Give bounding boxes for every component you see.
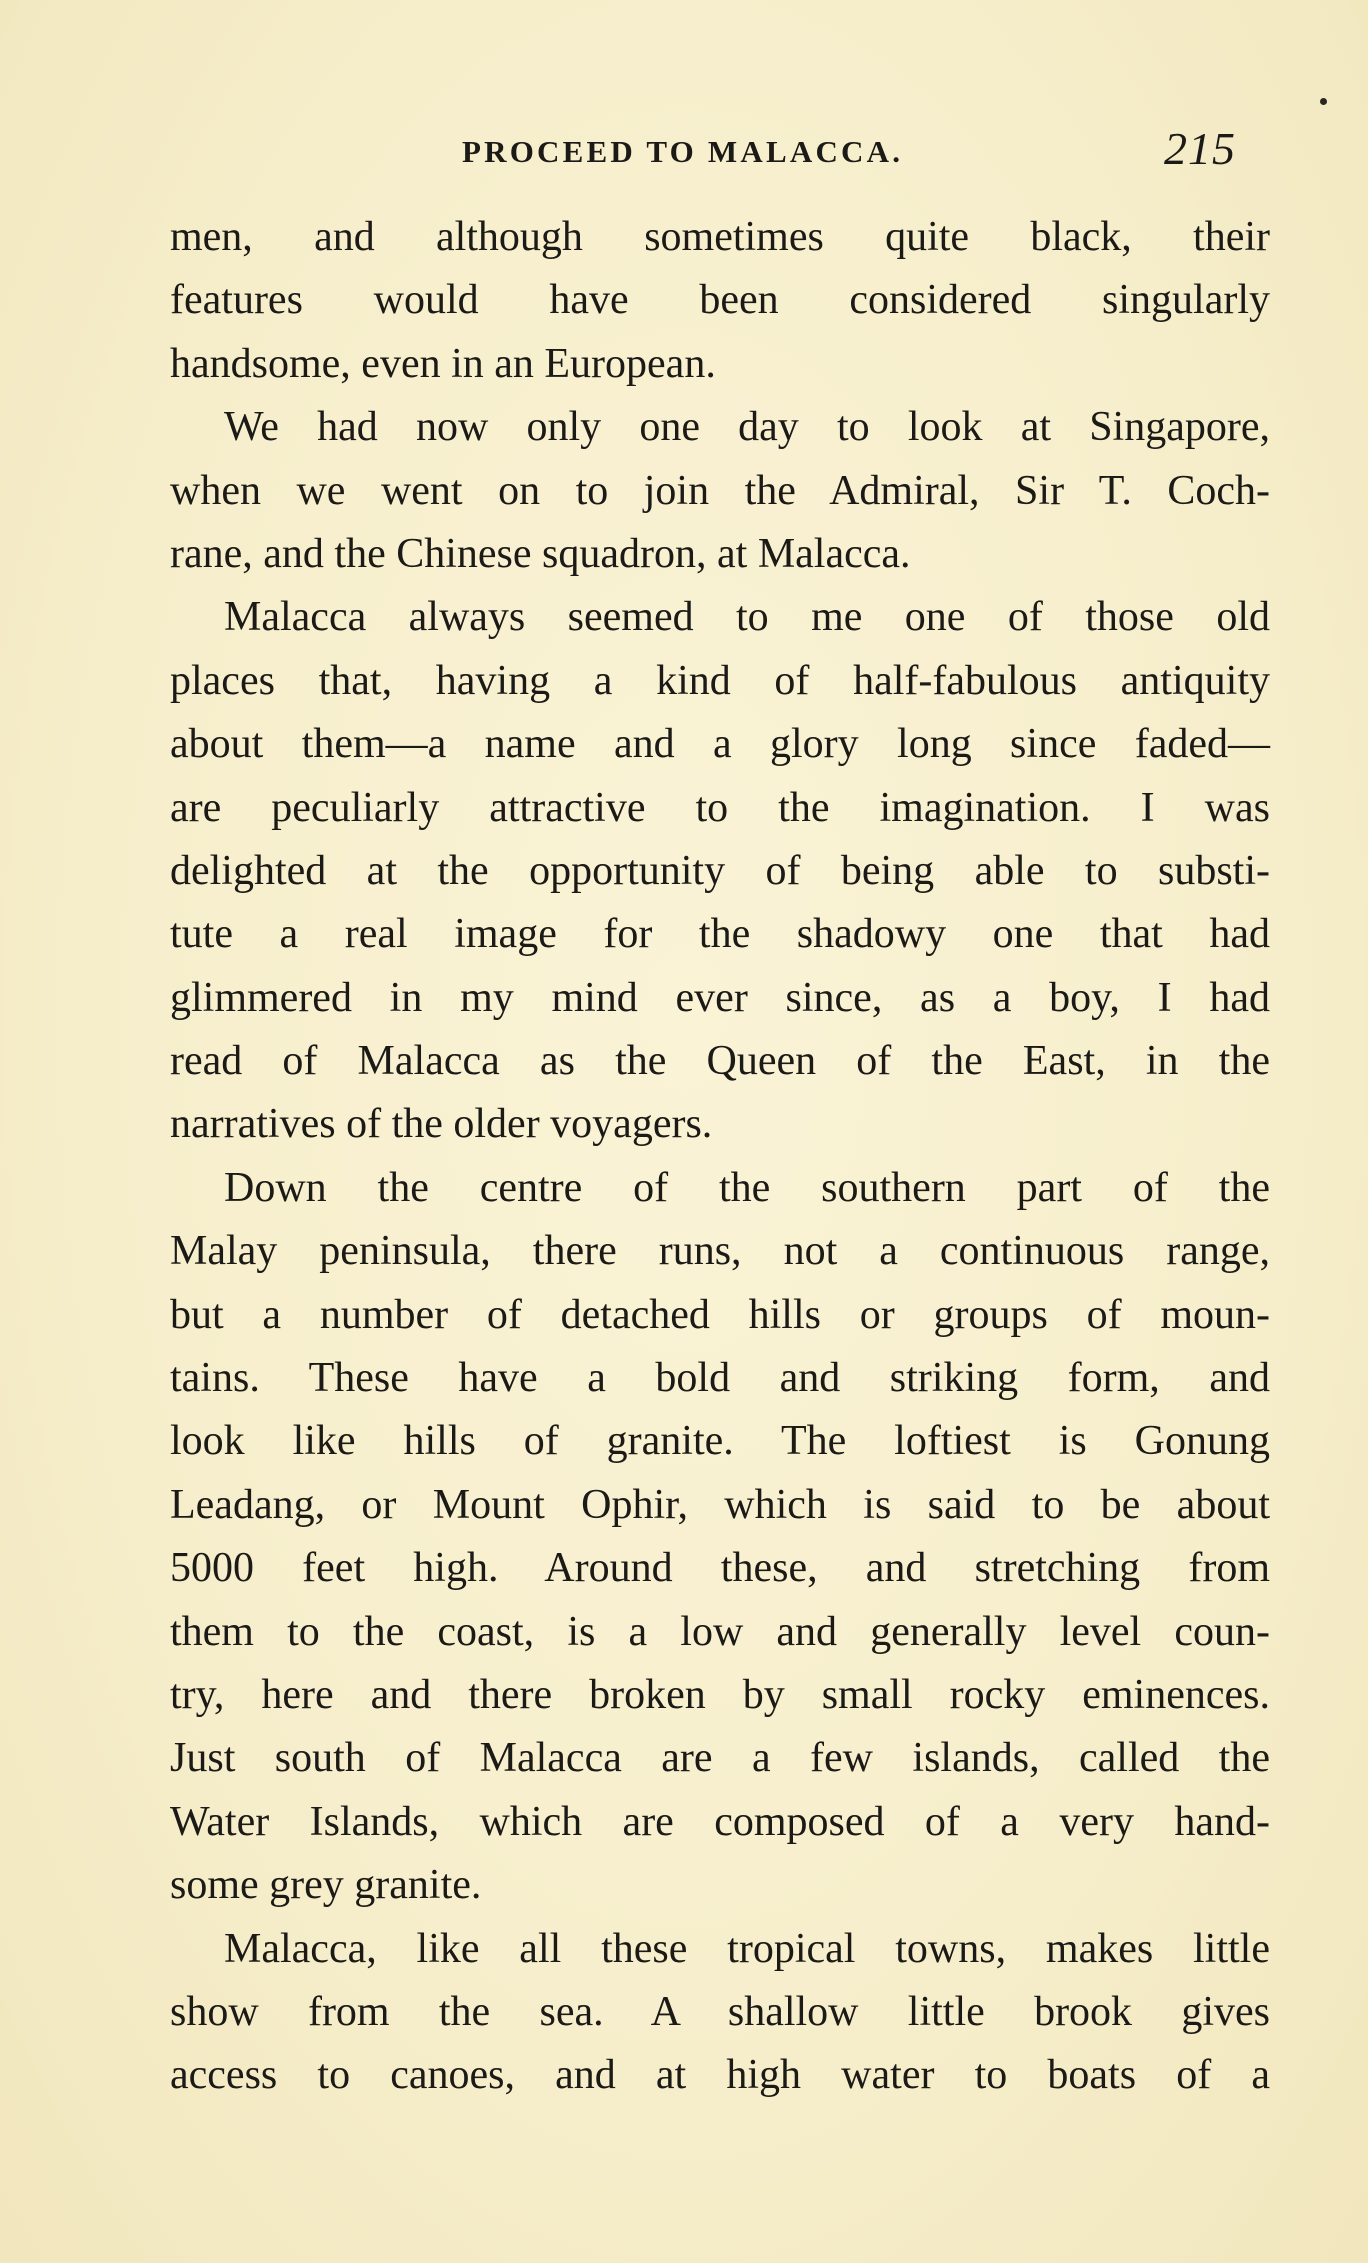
text-line: rane, and the Chinese squadron, at Malacca. — [170, 530, 911, 577]
running-title: PROCEED TO MALACCA. — [462, 134, 904, 169]
text-line: features would have been considered singularly — [170, 277, 1270, 324]
text-line: Malacca always seemed to me one of those old — [224, 594, 1270, 641]
text-line: show from the sea. A shallow little brook gives — [170, 1988, 1270, 2035]
text-line: Malacca, like all these tropical towns, makes little — [224, 1925, 1270, 1972]
text-line: 5000 feet high. Around these, and stretching from — [170, 1545, 1270, 1592]
text-line: about them—a name and a glory long since faded— — [170, 721, 1270, 768]
text-line: Malay peninsula, there runs, not a continuous range, — [170, 1228, 1270, 1275]
text-line: when we went on to join the Admiral, Sir T. Coch- — [170, 467, 1270, 514]
body-text — [170, 206, 1270, 2108]
text-line: access to canoes, and at high water to boats of a — [170, 2052, 1270, 2099]
text-line: We had now only one day to look at Singapore, — [224, 404, 1270, 451]
text-line: but a number of detached hills or groups of moun- — [170, 1291, 1270, 1338]
text-line: delighted at the opportunity of being able to substi- — [170, 847, 1270, 894]
text-line: Water Islands, which are composed of a very hand- — [170, 1798, 1270, 1845]
text-line: glimmered in my mind ever since, as a boy, I had — [170, 974, 1270, 1021]
text-line: look like hills of granite. The loftiest is Gonung — [170, 1418, 1270, 1465]
page-number: 215 — [1164, 123, 1236, 174]
text-line: places that, having a kind of half-fabulous antiquity — [170, 657, 1270, 704]
text-line: handsome, even in an European. — [170, 340, 716, 387]
text-line: try, here and there broken by small rocky eminences. — [170, 1671, 1270, 1718]
text-line: are peculiarly attractive to the imagination. I was — [170, 784, 1270, 831]
margin-dot — [1320, 98, 1327, 105]
running-head — [462, 123, 1242, 176]
text-line: them to the coast, is a low and generally level coun- — [170, 1608, 1270, 1655]
text-line: Down the centre of the southern part of the — [224, 1164, 1270, 1211]
text-line: tains. These have a bold and striking form, and — [170, 1355, 1270, 1402]
text-line: Just south of Malacca are a few islands, called the — [170, 1735, 1270, 1782]
text-line: read of Malacca as the Queen of the East, in the — [170, 1038, 1270, 1085]
text-line: Leadang, or Mount Ophir, which is said to be about — [170, 1481, 1270, 1528]
text-line: tute a real image for the shadowy one that had — [170, 911, 1270, 958]
text-line: narratives of the older voyagers. — [170, 1101, 713, 1148]
text-line: some grey granite. — [170, 1862, 482, 1909]
text-line: men, and although sometimes quite black, their — [170, 214, 1270, 260]
